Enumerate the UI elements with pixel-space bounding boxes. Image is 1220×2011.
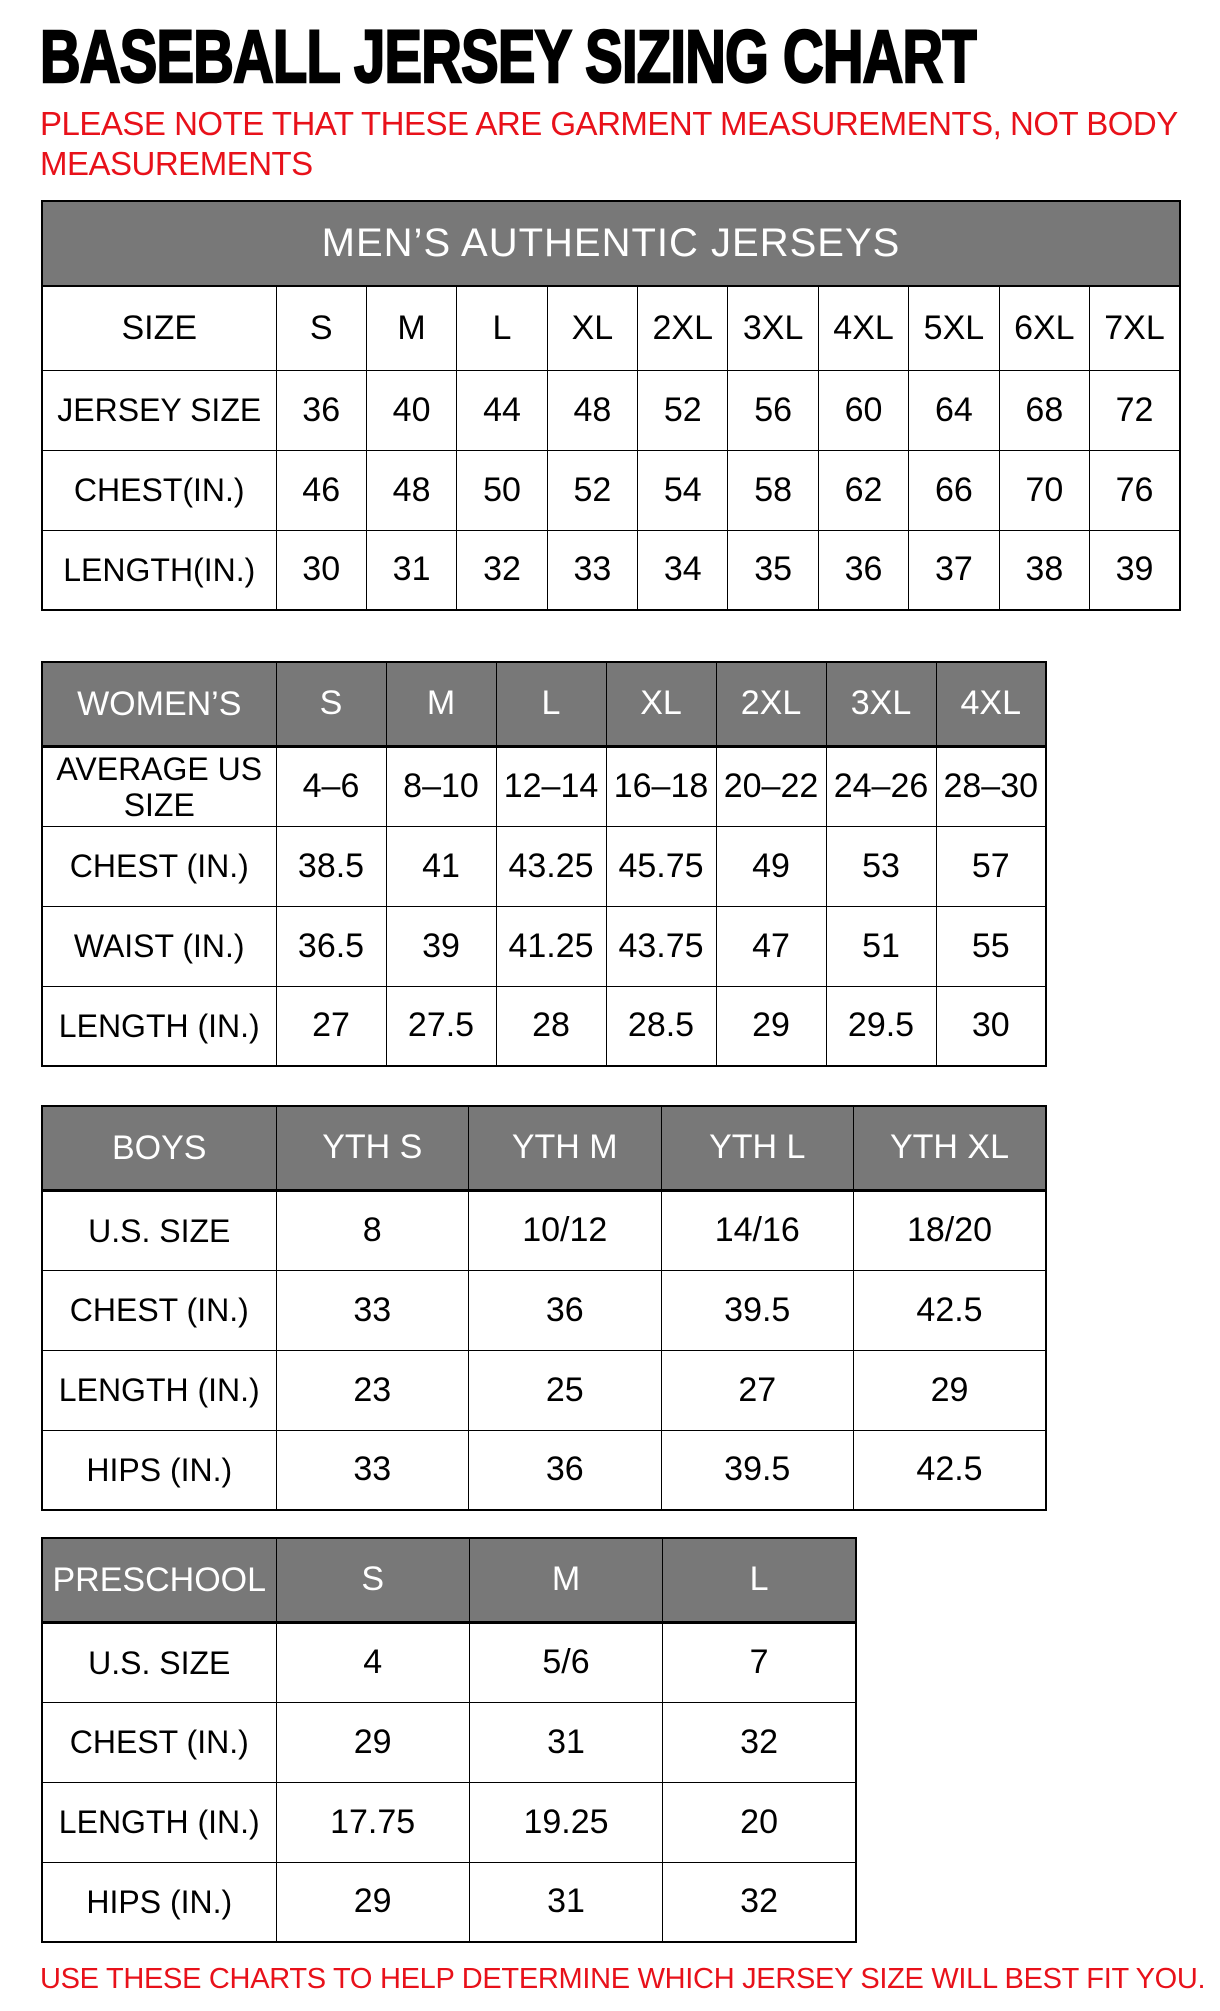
preschool-data-row [42, 1782, 856, 1862]
value-cell: 38 [999, 530, 1089, 610]
value-cell: 29 [276, 1702, 469, 1782]
value-cell: 29 [854, 1350, 1047, 1430]
note-line-2: MEASUREMENTS [40, 145, 313, 182]
value-cell: 23 [276, 1350, 469, 1430]
value-cell: 37 [909, 530, 999, 610]
value-cell: 55 [936, 906, 1046, 986]
value-cell: 39.5 [661, 1430, 854, 1510]
mens-header-cell: 5XL [909, 286, 999, 370]
row-label-cell: LENGTH (IN.) [42, 1782, 276, 1862]
row-label-cell: CHEST (IN.) [42, 1270, 276, 1350]
value-cell: 52 [547, 450, 637, 530]
value-cell: 57 [936, 826, 1046, 906]
value-cell: 41.25 [496, 906, 606, 986]
womens-table [41, 661, 1047, 1067]
value-cell: 32 [663, 1862, 856, 1942]
row-label-cell: AVERAGE US SIZE [42, 746, 276, 826]
value-cell: 17.75 [276, 1782, 469, 1862]
boys-data-row [42, 1430, 1046, 1510]
preschool-header-cell: M [469, 1538, 662, 1622]
value-cell: 47 [716, 906, 826, 986]
value-cell: 50 [457, 450, 547, 530]
boys-header-cell: BOYS [42, 1106, 276, 1190]
value-cell: 14/16 [661, 1190, 854, 1270]
womens-header-cell: XL [606, 662, 716, 746]
value-cell: 60 [818, 370, 908, 450]
preschool-data-row [42, 1702, 856, 1782]
boys-table-section [40, 1105, 1220, 1511]
mens-data-row [42, 370, 1180, 450]
row-label-cell: HIPS (IN.) [42, 1430, 276, 1510]
value-cell: 20 [663, 1782, 856, 1862]
preschool-data-row [42, 1622, 856, 1702]
preschool-table-section [40, 1537, 1220, 1943]
mens-header-cell: 7XL [1090, 286, 1180, 370]
womens-header-cell: M [386, 662, 496, 746]
row-label-cell: CHEST(IN.) [42, 450, 276, 530]
value-cell: 36.5 [276, 906, 386, 986]
value-cell: 32 [457, 530, 547, 610]
value-cell: 62 [818, 450, 908, 530]
value-cell: 36 [276, 370, 366, 450]
value-cell: 16–18 [606, 746, 716, 826]
mens-header-cell: M [366, 286, 456, 370]
row-label-cell: LENGTH (IN.) [42, 1350, 276, 1430]
value-cell: 29 [276, 1862, 469, 1942]
value-cell: 25 [469, 1350, 662, 1430]
value-cell: 38.5 [276, 826, 386, 906]
womens-header-cell: S [276, 662, 386, 746]
value-cell: 20–22 [716, 746, 826, 826]
row-label-cell: WAIST (IN.) [42, 906, 276, 986]
womens-header-cell: 3XL [826, 662, 936, 746]
value-cell: 54 [638, 450, 728, 530]
value-cell: 27 [661, 1350, 854, 1430]
value-cell: 4–6 [276, 746, 386, 826]
preschool-header-cell: L [663, 1538, 856, 1622]
value-cell: 43.75 [606, 906, 716, 986]
womens-data-row [42, 986, 1046, 1066]
value-cell: 33 [547, 530, 637, 610]
value-cell: 33 [276, 1430, 469, 1510]
value-cell: 33 [276, 1270, 469, 1350]
value-cell: 10/12 [469, 1190, 662, 1270]
value-cell: 27.5 [386, 986, 496, 1066]
value-cell: 48 [366, 450, 456, 530]
value-cell: 19.25 [469, 1782, 662, 1862]
mens-header-cell: S [276, 286, 366, 370]
note-line-1: PLEASE NOTE THAT THESE ARE GARMENT MEASUREMENTS, NOT BODY [40, 105, 1178, 142]
value-cell: 39.5 [661, 1270, 854, 1350]
womens-header-row [42, 662, 1046, 746]
mens-header-cell: SIZE [42, 286, 276, 370]
boys-data-row [42, 1350, 1046, 1430]
value-cell: 76 [1090, 450, 1180, 530]
boys-header-cell: YTH M [469, 1106, 662, 1190]
value-cell: 28–30 [936, 746, 1046, 826]
mens-header-cell: 4XL [818, 286, 908, 370]
value-cell: 72 [1090, 370, 1180, 450]
value-cell: 31 [366, 530, 456, 610]
row-label-cell: CHEST (IN.) [42, 1702, 276, 1782]
row-label-cell: LENGTH (IN.) [42, 986, 276, 1066]
mens-header-cell: XL [547, 286, 637, 370]
womens-header-cell: L [496, 662, 606, 746]
boys-header-cell: YTH S [276, 1106, 469, 1190]
preschool-header-row [42, 1538, 856, 1622]
mens-header-row [42, 286, 1180, 370]
boys-data-row [42, 1190, 1046, 1270]
row-label-cell: LENGTH(IN.) [42, 530, 276, 610]
value-cell: 30 [276, 530, 366, 610]
womens-data-row [42, 746, 1046, 826]
boys-table [41, 1105, 1047, 1511]
value-cell: 49 [716, 826, 826, 906]
value-cell: 42.5 [854, 1430, 1047, 1510]
value-cell: 45.75 [606, 826, 716, 906]
womens-header-cell: 4XL [936, 662, 1046, 746]
mens-header-cell: 6XL [999, 286, 1089, 370]
value-cell: 36 [469, 1430, 662, 1510]
womens-header-cell: 2XL [716, 662, 826, 746]
boys-data-row [42, 1270, 1046, 1350]
boys-header-row [42, 1106, 1046, 1190]
value-cell: 43.25 [496, 826, 606, 906]
value-cell: 42.5 [854, 1270, 1047, 1350]
value-cell: 31 [469, 1862, 662, 1942]
value-cell: 18/20 [854, 1190, 1047, 1270]
value-cell: 53 [826, 826, 936, 906]
value-cell: 34 [638, 530, 728, 610]
value-cell: 39 [1090, 530, 1180, 610]
value-cell: 68 [999, 370, 1089, 450]
mens-table [41, 200, 1181, 611]
value-cell: 39 [386, 906, 496, 986]
value-cell: 66 [909, 450, 999, 530]
value-cell: 58 [728, 450, 818, 530]
boys-header-cell: YTH XL [854, 1106, 1047, 1190]
mens-table-section [40, 200, 1220, 611]
value-cell: 7 [663, 1622, 856, 1702]
mens-data-row [42, 450, 1180, 530]
value-cell: 5/6 [469, 1622, 662, 1702]
value-cell: 27 [276, 986, 386, 1066]
mens-banner: MEN’S AUTHENTIC JERSEYS [42, 201, 1180, 286]
value-cell: 41 [386, 826, 496, 906]
womens-table-section [40, 661, 1220, 1067]
value-cell: 29.5 [826, 986, 936, 1066]
value-cell: 36 [818, 530, 908, 610]
value-cell: 28 [496, 986, 606, 1066]
value-cell: 48 [547, 370, 637, 450]
value-cell: 51 [826, 906, 936, 986]
value-cell: 46 [276, 450, 366, 530]
womens-header-cell: WOMEN’S [42, 662, 276, 746]
row-label-cell: U.S. SIZE [42, 1622, 276, 1702]
womens-data-row [42, 826, 1046, 906]
page-title-text: BASEBALL JERSEY SIZING CHART [40, 15, 976, 98]
value-cell: 4 [276, 1622, 469, 1702]
row-label-cell: CHEST (IN.) [42, 826, 276, 906]
footer-note: USE THESE CHARTS TO HELP DETERMINE WHICH JERSEY SIZE WILL BEST FIT YOU. [40, 1963, 1206, 1995]
value-cell: 35 [728, 530, 818, 610]
value-cell: 28.5 [606, 986, 716, 1066]
preschool-header-cell: PRESCHOOL [42, 1538, 276, 1622]
row-label-cell: U.S. SIZE [42, 1190, 276, 1270]
value-cell: 32 [663, 1702, 856, 1782]
value-cell: 31 [469, 1702, 662, 1782]
womens-data-row [42, 906, 1046, 986]
value-cell: 12–14 [496, 746, 606, 826]
value-cell: 8 [276, 1190, 469, 1270]
page-title [40, 15, 1220, 98]
mens-data-row [42, 530, 1180, 610]
mens-header-cell: 3XL [728, 286, 818, 370]
preschool-table [41, 1537, 857, 1943]
row-label-cell: HIPS (IN.) [42, 1862, 276, 1942]
value-cell: 56 [728, 370, 818, 450]
value-cell: 44 [457, 370, 547, 450]
value-cell: 30 [936, 986, 1046, 1066]
row-label-cell: JERSEY SIZE [42, 370, 276, 450]
value-cell: 40 [366, 370, 456, 450]
value-cell: 70 [999, 450, 1089, 530]
preschool-data-row [42, 1862, 856, 1942]
mens-header-cell: 2XL [638, 286, 728, 370]
value-cell: 8–10 [386, 746, 496, 826]
mens-header-cell: L [457, 286, 547, 370]
garment-measurements-note [40, 104, 1220, 184]
value-cell: 24–26 [826, 746, 936, 826]
preschool-header-cell: S [276, 1538, 469, 1622]
value-cell: 36 [469, 1270, 662, 1350]
value-cell: 29 [716, 986, 826, 1066]
value-cell: 64 [909, 370, 999, 450]
boys-header-cell: YTH L [661, 1106, 854, 1190]
value-cell: 52 [638, 370, 728, 450]
